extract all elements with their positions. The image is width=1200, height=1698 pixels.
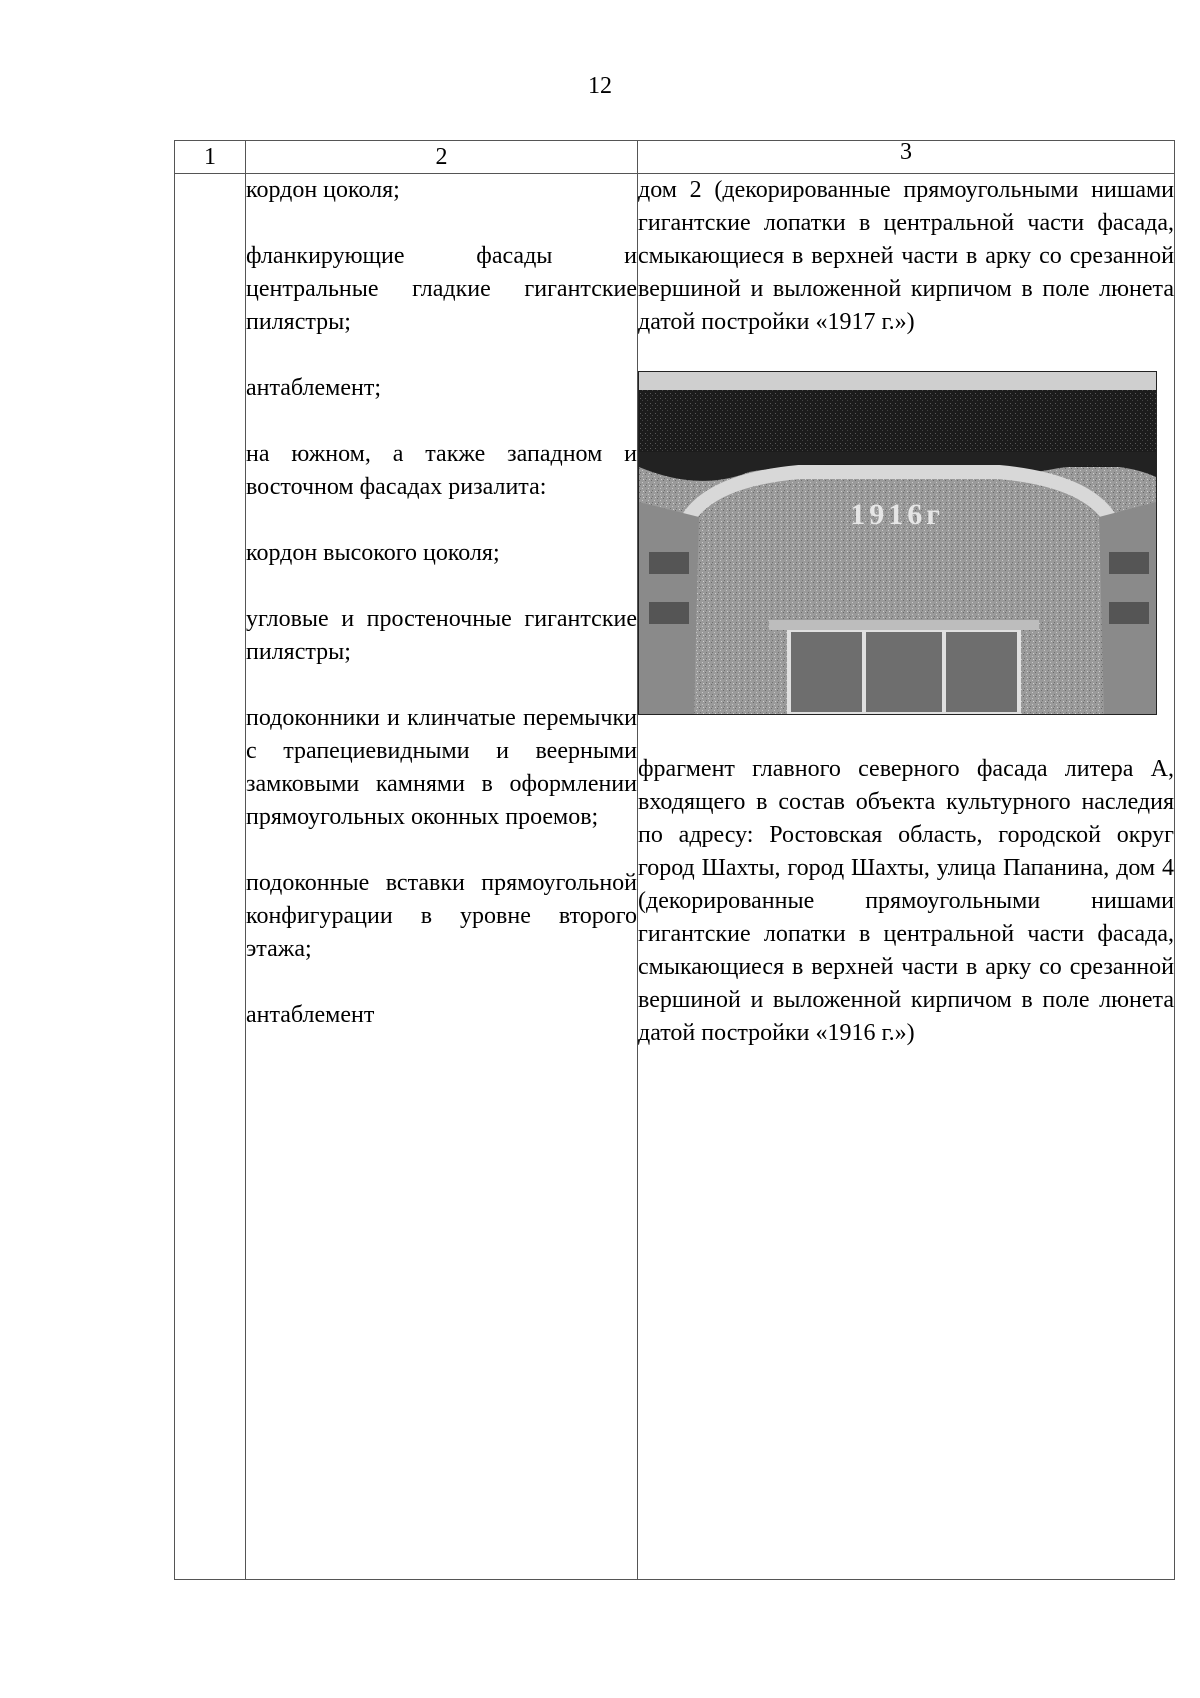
feature-item: кордон высокого цоколя;	[246, 540, 500, 566]
illustration-cell	[638, 174, 1175, 1580]
feature-item: угловые и простеночные гигантские пилястры;	[246, 606, 637, 665]
row-number-cell	[175, 174, 246, 1580]
photo-date-inscription: 1916г	[850, 498, 944, 531]
features-cell	[246, 174, 638, 1580]
feature-item: подоконники и клинчатые перемычки с трапециевидными и веерными замковыми камнями в оформлении прямоугольных оконных проемов;	[246, 705, 637, 830]
feature-item: на южном, а также западном и восточном фасадах ризалита:	[246, 441, 637, 500]
table-body-row	[175, 174, 1175, 1580]
column-header-2: 2	[246, 141, 638, 174]
feature-item: подоконные вставки прямоугольной конфигурации в уровне второго этажа;	[246, 870, 637, 962]
monument-features-table	[174, 140, 1175, 1580]
feature-item: антаблемент;	[246, 375, 382, 401]
page-number: 12	[588, 73, 612, 99]
building-description: дом 2 (декорированные прямоугольными нишами гигантские лопатки в центральной части фасада, смыкающиеся в верхней части в арку со срезанной вершиной и выложенной кирпичом в поле люнета датой постройки «1917 г.»)	[638, 177, 1174, 335]
column-header-1: 1	[175, 141, 246, 174]
feature-item: фланкирующие фасады и центральные гладкие гигантские пилястры;	[246, 243, 637, 335]
feature-item: кордон цоколя;	[246, 177, 400, 203]
photo-caption: фрагмент главного северного фасада литера А, входящего в состав объекта культурного наследия по адресу: Ростовская область, городской округ город Шахты, город Шахты, улица Папанина, дом 4 (декорированные прямоугольными нишами гигантские лопатки в центральной части фасада, смыкающиеся в верхней части в арку со срезанной вершиной и выложенной кирпичом в поле люнета датой постройки «1916 г.»)	[638, 756, 1174, 1046]
table-header-row	[175, 141, 1175, 174]
feature-item: антаблемент	[246, 1002, 375, 1028]
column-header-3: 3	[638, 141, 1175, 174]
facade-fragment-photo	[638, 371, 1157, 715]
